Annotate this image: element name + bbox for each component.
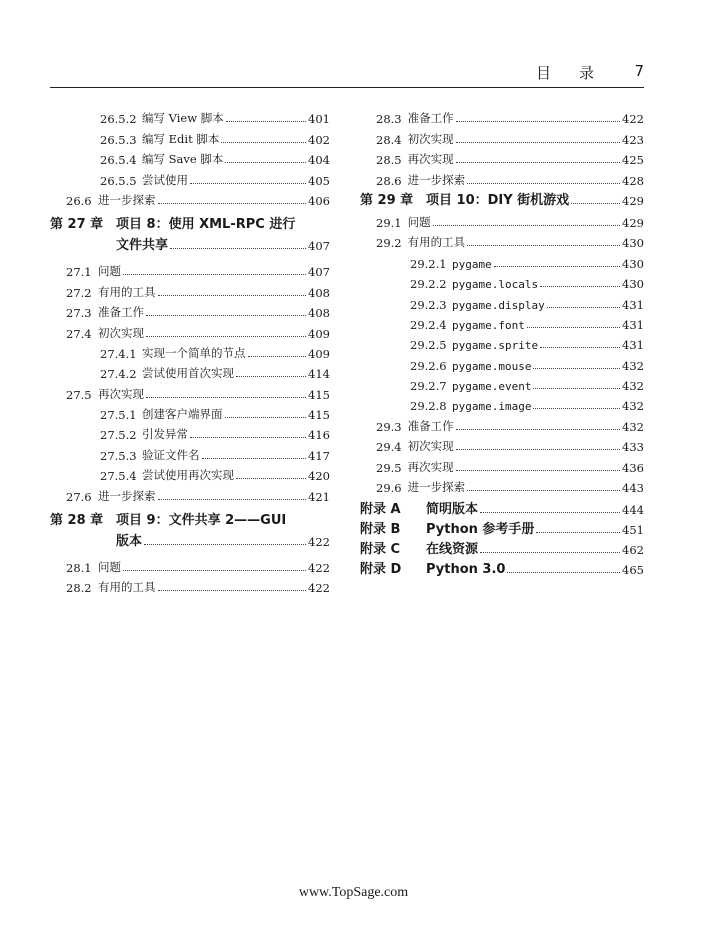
section-title: 引发异常 [142, 427, 188, 442]
dot-leader [467, 490, 620, 491]
toc-entry [360, 126, 644, 146]
section-title: 再次实现 [407, 152, 454, 167]
toc-entry [50, 279, 330, 299]
chapter-title: 项目 10：DIY 街机游戏 [426, 192, 570, 208]
dot-leader [467, 183, 620, 184]
section-title: 尝试使用 [142, 172, 188, 187]
section-title: 有用的工具 [98, 580, 156, 595]
section-page: 401 [308, 112, 330, 127]
section-page: 422 [308, 581, 330, 596]
section-number: 28.6 [376, 173, 402, 188]
section-number: 29.6 [376, 481, 402, 496]
appendix-title: Python 3.0 [426, 562, 506, 578]
section-page: 414 [308, 367, 330, 382]
dot-leader [190, 437, 306, 438]
chapter-29-heading [360, 188, 644, 208]
toc-entry [50, 320, 330, 340]
toc-entry [50, 381, 330, 401]
appendix-label: 附录 B [360, 522, 401, 538]
dot-leader [540, 286, 620, 287]
section-title: pygame.locals [452, 278, 539, 292]
toc-entry [360, 147, 644, 167]
section-number: 26.5.3 [100, 132, 137, 147]
section-page: 402 [308, 132, 330, 147]
dot-leader [536, 532, 620, 533]
section-number: 29.2.1 [410, 256, 447, 271]
appendix-page: 451 [622, 523, 644, 538]
dot-leader [540, 347, 620, 348]
toc-entry [360, 475, 644, 495]
section-number: 26.5.5 [100, 173, 137, 188]
toc-entry [50, 575, 330, 595]
section-title: pygame.mouse [452, 359, 532, 373]
toc-entry [50, 422, 330, 442]
section-page: 431 [622, 338, 644, 353]
toc-entry [50, 463, 330, 483]
dot-leader [158, 203, 307, 204]
section-title: 编写 Save 脚本 [142, 152, 224, 167]
dot-leader [225, 162, 306, 163]
toc-entry [360, 250, 644, 270]
toc-entry [360, 106, 644, 126]
appendix-page: 465 [622, 563, 644, 578]
section-title: 初次实现 [407, 439, 454, 454]
section-page: 429 [622, 215, 644, 230]
section-page: 431 [622, 317, 644, 332]
section-page: 443 [622, 481, 644, 496]
dot-leader [236, 376, 306, 377]
section-number: 29.2.2 [410, 277, 447, 292]
toc-entry [50, 126, 330, 146]
chapter-title-line1: 项目 9：文件共享 2——GUI [116, 512, 287, 528]
section-title: pygame.sprite [452, 339, 539, 353]
dot-leader [456, 470, 620, 471]
header-rule [50, 87, 644, 88]
toc-entry [360, 434, 644, 454]
toc-entry [360, 413, 644, 433]
header-title: 目录 [535, 64, 622, 82]
appendix-entry [360, 497, 644, 517]
toc-entry [50, 361, 330, 381]
section-title: pygame.event [452, 380, 532, 394]
section-title: 有用的工具 [98, 284, 156, 299]
dot-leader [456, 162, 620, 163]
section-page: 431 [622, 297, 644, 312]
section-title: 实现一个简单的节点 [142, 345, 246, 360]
toc-entry [50, 106, 330, 126]
section-number: 29.5 [376, 460, 402, 475]
section-page: 416 [308, 428, 330, 443]
section-number: 27.4.1 [100, 346, 137, 361]
toc-entry [50, 402, 330, 422]
toc-right-column [360, 106, 644, 577]
toc-entry [360, 167, 644, 187]
appendix-label: 附录 A [360, 502, 401, 518]
dot-leader [480, 512, 620, 513]
appendix-label: 附录 C [360, 542, 401, 558]
dot-leader [158, 590, 307, 591]
section-number: 29.1 [376, 215, 402, 230]
dot-leader [236, 478, 306, 479]
section-title: 准备工作 [407, 418, 454, 433]
toc-entry [50, 483, 330, 503]
section-number: 27.5.3 [100, 448, 137, 463]
toc-entry [360, 271, 644, 291]
section-title: 初次实现 [407, 131, 454, 146]
dot-leader [456, 142, 620, 143]
running-header [50, 58, 644, 86]
section-number: 27.5.1 [100, 408, 137, 423]
section-title: 问题 [98, 264, 121, 279]
dot-leader [507, 572, 620, 573]
appendix-entry [360, 557, 644, 577]
toc-entry [50, 555, 330, 575]
toc-left-column [50, 106, 330, 595]
section-title: pygame.display [452, 298, 545, 312]
dot-leader [494, 266, 620, 267]
section-title: 问题 [407, 214, 431, 229]
section-number: 29.3 [376, 419, 402, 434]
section-page: 415 [308, 408, 330, 423]
section-number: 28.3 [376, 112, 402, 127]
section-number: 29.2.5 [410, 338, 447, 353]
toc-entry [50, 188, 330, 208]
section-page: 420 [308, 469, 330, 484]
section-title: 进一步探索 [98, 192, 156, 207]
dot-leader [533, 388, 620, 389]
dot-leader [123, 570, 306, 571]
section-title: 进一步探索 [98, 488, 156, 503]
section-number: 27.5.4 [100, 469, 137, 484]
dot-leader [158, 295, 307, 296]
section-number: 28.5 [376, 153, 402, 168]
section-page: 405 [308, 173, 330, 188]
appendix-title: 在线资源 [426, 542, 479, 558]
section-number: 29.4 [376, 440, 402, 455]
page-number: 7 [634, 62, 644, 80]
toc-entry [50, 259, 330, 279]
section-page: 432 [622, 419, 644, 434]
dot-leader [202, 458, 307, 459]
toc-entry [360, 373, 644, 393]
dot-leader [225, 417, 307, 418]
section-number: 28.2 [66, 581, 92, 596]
chapter-label: 第 29 章 [360, 192, 414, 208]
section-page: 406 [308, 193, 330, 208]
toc-entry [360, 393, 644, 413]
dot-leader [533, 408, 620, 409]
chapter-28-heading [50, 508, 330, 549]
section-number: 26.5.4 [100, 153, 137, 168]
toc-entry [50, 147, 330, 167]
section-page: 409 [308, 346, 330, 361]
section-number: 28.4 [376, 132, 402, 147]
section-title: 再次实现 [98, 386, 144, 401]
section-title: 问题 [98, 560, 121, 575]
section-page: 430 [622, 277, 644, 292]
dot-leader [456, 429, 620, 430]
dot-leader [248, 356, 307, 357]
section-page: 422 [622, 112, 644, 127]
dot-leader [146, 397, 306, 398]
section-page: 415 [308, 387, 330, 402]
section-page: 421 [308, 489, 330, 504]
chapter-title-line2: 版本 [116, 533, 143, 549]
section-title: 进一步探索 [407, 480, 466, 495]
section-page: 409 [308, 326, 330, 341]
toc-entry [50, 442, 330, 462]
section-number: 27.4 [66, 326, 92, 341]
dot-leader [144, 544, 306, 545]
chapter-page: 407 [308, 238, 330, 253]
section-title: 编写 Edit 脚本 [142, 131, 220, 146]
section-number: 29.2.7 [410, 379, 447, 394]
section-number: 29.2 [376, 236, 402, 251]
section-page: 432 [622, 399, 644, 414]
appendix-label: 附录 D [360, 562, 402, 578]
dot-leader [456, 449, 620, 450]
section-number: 27.1 [66, 265, 92, 280]
appendix-entry [360, 517, 644, 537]
section-number: 29.2.8 [410, 399, 447, 414]
toc-entry [50, 341, 330, 361]
appendix-entry [360, 537, 644, 557]
section-number: 29.2.3 [410, 297, 447, 312]
section-number: 27.5 [66, 387, 92, 402]
section-title: 再次实现 [407, 459, 454, 474]
section-number: 27.5.2 [100, 428, 137, 443]
section-page: 423 [622, 132, 644, 147]
section-number: 27.6 [66, 489, 92, 504]
section-number: 27.2 [66, 285, 92, 300]
section-title: 进一步探索 [407, 172, 466, 187]
toc-entry [360, 454, 644, 474]
section-title: 准备工作 [407, 111, 454, 126]
section-title: pygame [452, 257, 492, 271]
dot-leader [527, 327, 620, 328]
dot-leader [533, 368, 620, 369]
dot-leader [433, 225, 620, 226]
section-page: 408 [308, 306, 330, 321]
toc-entry [360, 230, 644, 250]
toc-entry [50, 300, 330, 320]
section-page: 404 [308, 153, 330, 168]
chapter-label: 第 28 章 [50, 512, 104, 528]
dot-leader [456, 121, 620, 122]
section-page: 428 [622, 173, 644, 188]
dot-leader [123, 274, 306, 275]
toc-entry [50, 167, 330, 187]
chapter-27-heading [50, 212, 330, 253]
section-page: 422 [308, 561, 330, 576]
dot-leader [146, 315, 306, 316]
section-page: 430 [622, 236, 644, 251]
dot-leader [480, 552, 620, 553]
section-page: 432 [622, 358, 644, 373]
section-page: 417 [308, 448, 330, 463]
section-number: 26.6 [66, 193, 92, 208]
section-number: 29.2.6 [410, 358, 447, 373]
section-title: 编写 View 脚本 [142, 111, 224, 126]
section-page: 436 [622, 460, 644, 475]
section-number: 28.1 [66, 561, 92, 576]
dot-leader [571, 203, 620, 204]
section-number: 26.5.2 [100, 112, 137, 127]
section-number: 27.4.2 [100, 367, 137, 382]
chapter-title-line1: 项目 8：使用 XML-RPC 进行 [116, 216, 296, 232]
chapter-page: 422 [308, 534, 330, 549]
section-title: 验证文件名 [142, 447, 200, 462]
dot-leader [221, 142, 306, 143]
footer-url: www.TopSage.com [298, 885, 409, 900]
section-page: 407 [308, 265, 330, 280]
dot-leader [226, 121, 306, 122]
toc-entry [360, 332, 644, 352]
section-title: 尝试使用首次实现 [142, 366, 234, 381]
section-page: 433 [622, 440, 644, 455]
section-title: 尝试使用再次实现 [142, 468, 234, 483]
toc-entry [360, 312, 644, 332]
toc-entry [360, 352, 644, 372]
section-page: 432 [622, 379, 644, 394]
dot-leader [547, 307, 620, 308]
appendix-title: Python 参考手册 [426, 522, 535, 538]
dot-leader [158, 499, 307, 500]
toc-entry [360, 210, 644, 230]
section-title: 有用的工具 [407, 235, 466, 250]
appendix-title: 简明版本 [426, 502, 479, 518]
chapter-title-line2: 文件共享 [116, 237, 169, 253]
section-title: pygame.font [452, 318, 525, 332]
section-title: 初次实现 [98, 325, 144, 340]
toc-entry [360, 291, 644, 311]
dot-leader [467, 245, 620, 246]
dot-leader [146, 336, 306, 337]
section-number: 29.2.4 [410, 317, 447, 332]
appendix-page: 444 [622, 503, 644, 518]
section-title: 创建客户端界面 [142, 407, 223, 422]
dot-leader [170, 248, 306, 249]
section-number: 27.3 [66, 306, 92, 321]
chapter-page: 429 [622, 193, 644, 208]
chapter-label: 第 27 章 [50, 216, 104, 232]
section-title: pygame.image [452, 400, 532, 414]
section-title: 准备工作 [98, 305, 144, 320]
dot-leader [190, 183, 306, 184]
section-page: 408 [308, 285, 330, 300]
section-page: 425 [622, 153, 644, 168]
appendix-page: 462 [622, 543, 644, 558]
section-page: 430 [622, 256, 644, 271]
